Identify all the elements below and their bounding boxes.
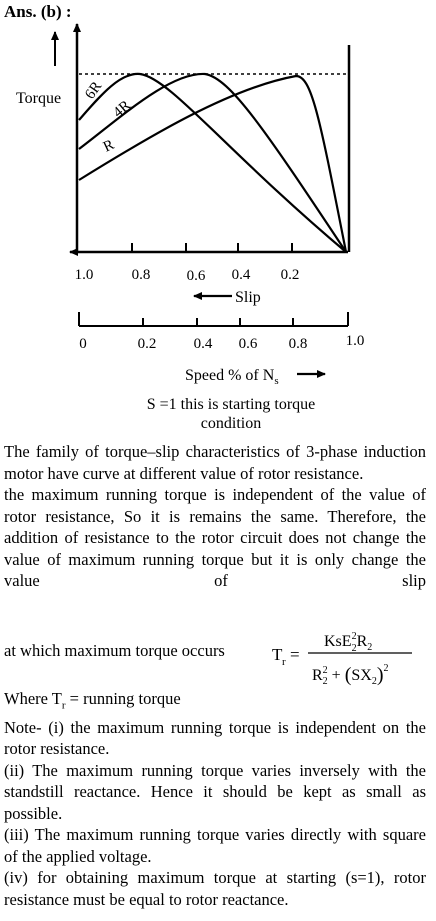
speed-tick-label: 0.4 (193, 336, 213, 352)
curve-label-r: R (100, 136, 117, 156)
note-3: (iii) The maximum running torque varies directly with square of the applied voltage. (4, 825, 426, 866)
svg-text:r: r (282, 656, 286, 668)
slip-tick-label: 0.4 (231, 267, 251, 283)
speed-tick-label: 0.6 (238, 336, 258, 352)
speed-tick-label: 1.0 (345, 333, 365, 349)
where-sub: r (61, 699, 66, 712)
speed-tick-label: 0.2 (137, 336, 157, 352)
slip-tick-label: 0.8 (131, 267, 151, 283)
svg-text:KsE22R2: KsE$^2$ $2R_2$ (324, 631, 373, 654)
note-1: Note- (i) the maximum running torque is independent on the rotor resistance. (4, 717, 426, 759)
answer-heading: Ans. (b) : (4, 2, 72, 21)
paragraph-2: the maximum running torque is independent of the value of rotor resistance, So it is remains the same. Therefore, the addition of resistance to the rotor circuit does not change the value of maximum running torque but it is only change the value of slip (4, 485, 426, 590)
slip-tick-label: 1.0 (74, 267, 94, 283)
torque-formula (272, 622, 432, 690)
slip-tick-label: 0.2 (280, 267, 300, 283)
note-2: (ii) The maximum running torque varies inversely with the standstill reactance. Hence it should be kept as small as possible. (4, 760, 426, 823)
formula-lead: at which maximum torque occurs (4, 641, 225, 660)
curve-label-4r: 4R (110, 97, 134, 122)
speed-tick-label: 0 (79, 336, 87, 352)
torque-axis-label: Torque (16, 90, 62, 107)
curve-label-6r: 6R (82, 78, 106, 103)
svg-text:T: T (272, 645, 283, 664)
svg-text:=: = (290, 645, 300, 664)
caption-line1: S =1 this is starting torque (146, 396, 316, 413)
formula-row (4, 622, 432, 690)
speed-label-text: Speed % of N (185, 367, 275, 384)
note-4: (iv) for obtaining maximum torque at starting (s=1), rotor resistance must be equal to rotor reactance. (4, 868, 426, 909)
speed-label-sub: s (274, 375, 279, 387)
body-text-bottom (4, 688, 426, 910)
where-rest: = running torque (65, 689, 181, 708)
svg-text:R22 + (SX2)2: $R^2$ $2 + (SX_2)^2$ (312, 663, 389, 687)
slip-label: Slip (235, 289, 261, 306)
where-text: Where T (4, 689, 62, 708)
slip-tick-label: 0.6 (186, 268, 206, 284)
paragraph-1: The family of torque–slip characteristics of 3-phase induction motor have curve at different value of rotor resistance. (4, 442, 426, 483)
torque-slip-diagram (0, 0, 436, 430)
speed-label (185, 367, 279, 387)
body-text-top (4, 441, 426, 592)
where-line (4, 688, 426, 717)
speed-tick-label: 0.8 (288, 336, 308, 352)
caption-line2: condition (200, 415, 262, 430)
